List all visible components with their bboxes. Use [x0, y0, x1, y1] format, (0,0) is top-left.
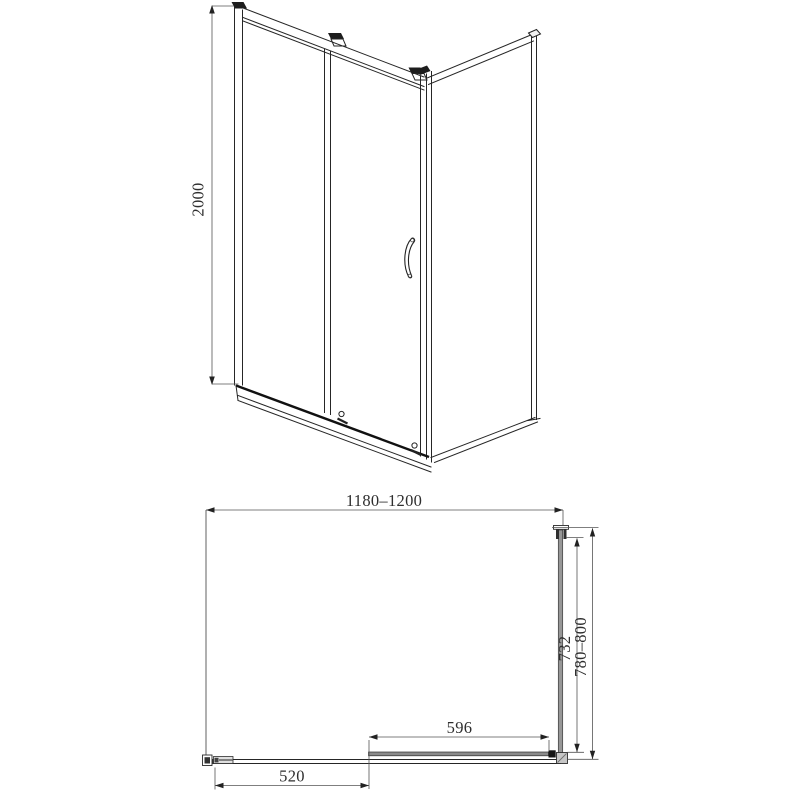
- arrow-down: [574, 744, 579, 753]
- clamp-block: [215, 758, 219, 763]
- sliding-panel-glass: [369, 752, 549, 756]
- bracket-cap: [328, 33, 344, 39]
- middle-stile-lines: [325, 49, 331, 415]
- right-stile-lines: [421, 72, 432, 463]
- bottom-roller-left: [338, 411, 348, 423]
- fixed-panel-dimension: [215, 767, 369, 790]
- inner-depth-dimension-label: 732: [555, 635, 574, 662]
- wall-profile-leg-left: [556, 529, 559, 539]
- front-right-stile: [417, 66, 432, 463]
- width-dim-line: [206, 510, 563, 525]
- side-panel-post: [532, 34, 537, 420]
- width-dimension: [206, 491, 563, 525]
- sliding-panel-end-cap: [549, 750, 556, 757]
- arrow-right: [541, 734, 550, 739]
- arrow-up: [574, 538, 579, 547]
- roller-wheel: [339, 411, 344, 416]
- fixed-panel-dimension-label: 520: [279, 766, 305, 786]
- roller-wheel: [412, 443, 417, 448]
- left-stile-top-cap: [232, 2, 248, 9]
- height-dimension: [189, 5, 239, 385]
- front-view: [189, 2, 541, 472]
- arrow-right: [361, 783, 370, 788]
- width-dimension-label: 1180–1200: [345, 491, 423, 510]
- overall-depth-dimension-label: 780–800: [571, 617, 590, 677]
- corner-block: [557, 753, 568, 764]
- door-handle: [405, 238, 415, 278]
- wall-profile-left: [203, 755, 213, 766]
- plan-sliding-panel: [369, 750, 556, 757]
- track-lines: [213, 760, 561, 764]
- handle-shape: [405, 238, 415, 278]
- bottom-rail-face: [236, 386, 431, 473]
- side-panel-bottom-edge: [431, 418, 540, 463]
- bottom-rail-track: [236, 386, 429, 458]
- sliding-panel-dimension-label: 596: [446, 718, 473, 737]
- front-middle-stile: [325, 49, 331, 415]
- side-panel-post-cap: [529, 30, 541, 38]
- arrow-down: [590, 751, 595, 760]
- front-top-rail: [243, 8, 424, 90]
- fixed-glass-clamp: [214, 757, 234, 764]
- arrow-right: [555, 507, 564, 512]
- bottom-roller-right: [411, 443, 421, 455]
- arrow-left: [369, 734, 378, 739]
- front-bottom-rail: [236, 386, 431, 473]
- arrow-left: [206, 507, 215, 512]
- left-stile-lines: [235, 4, 243, 385]
- arrow-left: [215, 783, 224, 788]
- arrow-up: [590, 528, 595, 537]
- side-panel: [426, 30, 541, 463]
- side-panel-top-edge: [426, 35, 534, 85]
- bracket-body: [412, 74, 427, 81]
- wall-profile-insert: [205, 757, 211, 763]
- top-rail-lines: [243, 8, 424, 90]
- front-left-stile: [232, 2, 248, 385]
- plan-view: [203, 491, 599, 790]
- height-dimension-label: 2000: [188, 182, 208, 217]
